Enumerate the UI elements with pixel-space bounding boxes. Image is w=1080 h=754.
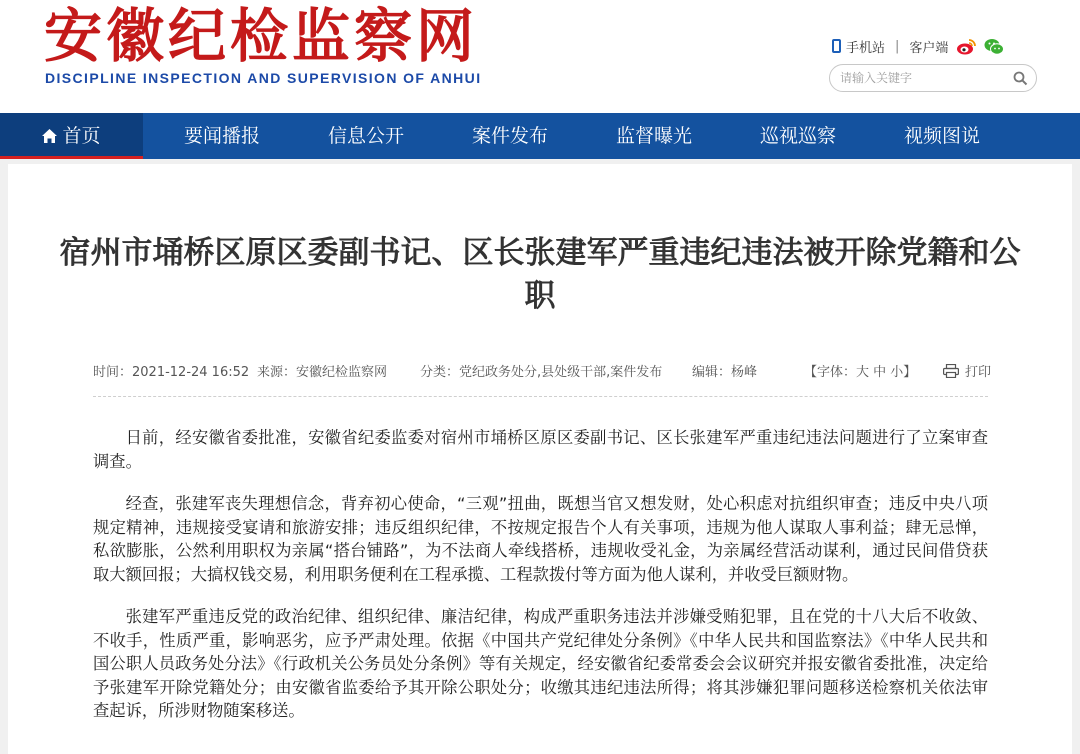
search-input[interactable] bbox=[840, 69, 1010, 87]
nav-item-info-disclosure[interactable]: 信息公开 bbox=[327, 125, 404, 147]
nav-item-supervision-exposure[interactable]: 监督曝光 bbox=[615, 125, 692, 147]
article-paragraph: 张建军严重违反党的政治纪律、组织纪律、廉洁纪律，构成严重职务违法并涉嫌受贿犯罪，且在党的十八大后不收敛、不收手，性质严重，影响恶劣，应予严肃处理。依据《中国共产党纪律处分条例》《中华人民共和国监察法》《中华人民共和国公职人员政务处分法》《行政机关公务员处分条例》等有关规定，经安徽省纪委常委会会议研究并报安徽省委批准，决定给予张建军开除党籍处分；由安徽省监委给予其开除公职处分；收缴其违纪违法所得；将其涉嫌犯罪问题移送检察机关依法审查起诉，所涉财物随案移送。 bbox=[93, 607, 988, 720]
search-icon[interactable] bbox=[1013, 71, 1028, 86]
mobile-phone-icon bbox=[832, 39, 841, 53]
article-container bbox=[8, 164, 1072, 754]
nav-item-case-release[interactable]: 案件发布 bbox=[471, 125, 548, 147]
nav-item-inspection[interactable]: 巡视巡察 bbox=[759, 125, 836, 147]
article-source: 来源：安徽纪检监察网 bbox=[257, 365, 388, 380]
article-body bbox=[93, 426, 988, 742]
article-paragraph: 日前，经安徽省委批准，安徽省纪委监委对宿州市埇桥区原区委副书记、区长张建军严重违纪违法问题进行了立案审查调查。 bbox=[93, 428, 988, 471]
publish-time: 时间：2021-12-24 16:52 bbox=[93, 365, 250, 380]
site-header bbox=[0, 0, 1080, 113]
site-logo-subtitle: DISCIPLINE INSPECTION AND SUPERVISION OF ANHUI bbox=[45, 70, 482, 86]
top-links bbox=[832, 36, 1004, 56]
nav-item-news[interactable]: 要闻播报 bbox=[183, 125, 260, 147]
nav-label: 首页 bbox=[62, 125, 101, 147]
top-links-separator: | bbox=[895, 38, 900, 54]
nav-item-video-graphics[interactable]: 视频图说 bbox=[903, 125, 980, 147]
article-meta bbox=[93, 361, 992, 381]
font-size-control[interactable]: 【字体：大 中 小】 bbox=[804, 365, 917, 380]
article-paragraph: 经查，张建军丧失理想信念，背弃初心使命，“三观”扭曲，既想当官又想发财，处心积虑对抗组织审查；违反中央八项规定精神，违规接受宴请和旅游安排；违反组织纪律，不按规定报告个人有关事项，违规为他人谋取人事利益；肆无忌惮，私欲膨胀，公然利用职权为亲属“搭台铺路”，为不法商人牵线搭桥，违规收受礼金，为亲属经营活动谋利，通过民间借贷获取大额回报；大搞权钱交易，利用职务便利在工程承揽、工程款拨付等方面为他人谋利，并收受巨额财物。 bbox=[93, 494, 988, 584]
article-editor: 编辑：杨峰 bbox=[692, 365, 758, 380]
weibo-icon[interactable] bbox=[956, 38, 976, 55]
printer-icon bbox=[943, 364, 959, 378]
print-label: 打印 bbox=[965, 365, 992, 380]
site-logo-title[interactable]: 安徽纪检监察网 bbox=[44, 2, 479, 70]
meta-divider bbox=[93, 396, 988, 397]
search-box bbox=[829, 64, 1037, 92]
client-app-link[interactable]: 客户端 bbox=[909, 40, 949, 56]
article-title: 宿州市埇桥区原区委副书记、区长张建军严重违纪违法被开除党籍和公职 bbox=[59, 235, 1021, 314]
nav-item-home[interactable] bbox=[0, 113, 143, 159]
mobile-site-link[interactable]: 手机站 bbox=[846, 40, 886, 56]
print-button[interactable] bbox=[943, 361, 991, 380]
main-nav bbox=[0, 113, 1080, 159]
wechat-icon[interactable] bbox=[984, 38, 1004, 55]
home-icon bbox=[42, 129, 57, 143]
article-category: 分类：党纪政务处分,县处级干部,案件发布 bbox=[420, 365, 663, 380]
